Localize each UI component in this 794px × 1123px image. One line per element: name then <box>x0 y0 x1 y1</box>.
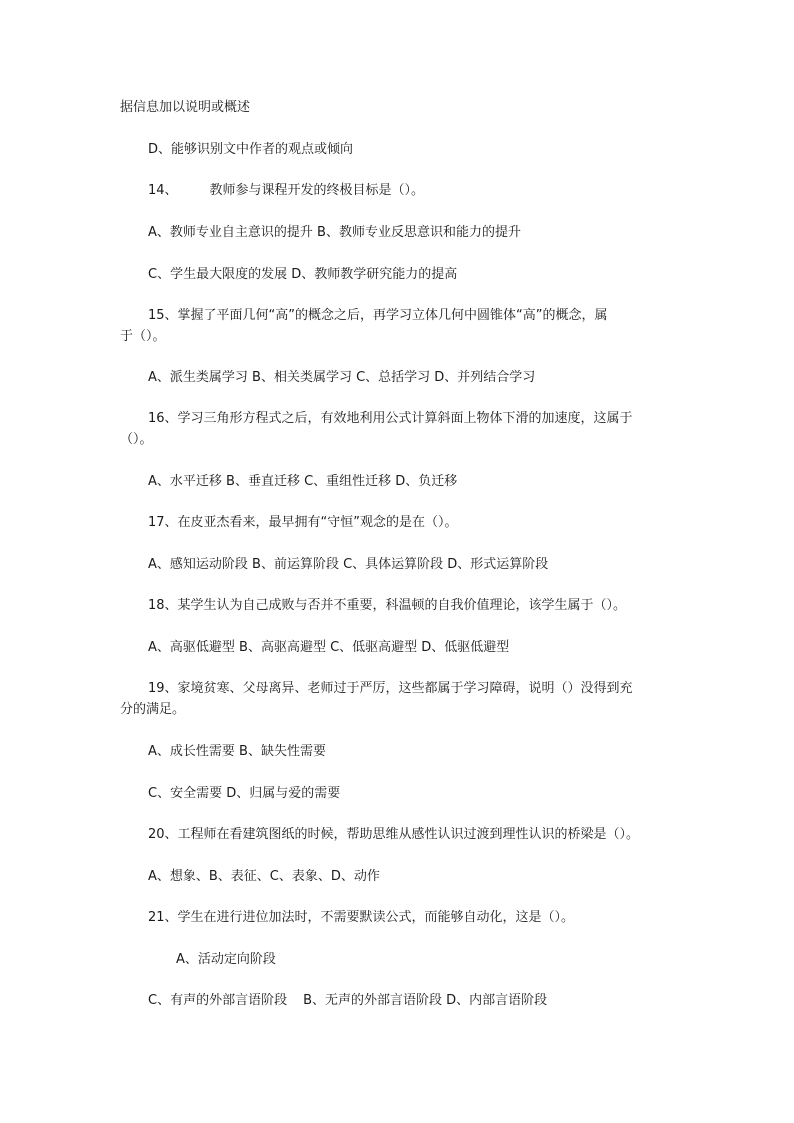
option-line: A、水平迁移 B、垂直迁移 C、重组性迁移 D、负迁移 <box>148 474 458 489</box>
option-c: C、有声的外部言语阶段 <box>148 993 288 1008</box>
question-19-line1: 19、家境贫寒、父母离异、老师过于严厉，这些都属于学习障碍，说明（）没得到充 <box>148 681 633 696</box>
question-text: 教师参与课程开发的终极目标是（）。 <box>209 183 425 198</box>
option-line: A、想象、B、表征、C、表象、D、动作 <box>148 869 380 884</box>
question-20: 20、工程师在看建筑图纸的时候，帮助思维从感性认识过渡到理性认识的桥梁是（）。 <box>148 827 640 842</box>
question-16-line2: （）。 <box>120 432 153 447</box>
option-line: A、派生类属学习 B、相关类属学习 C、总括学习 D、并列结合学习 <box>148 370 536 385</box>
option-line: A、高驱低避型 B、高驱高避型 C、低驱高避型 D、低驱低避型 <box>148 640 510 655</box>
question-19-line2: 分的满足。 <box>120 702 186 717</box>
option-line: A、感知运动阶段 B、前运算阶段 C、具体运算阶段 D、形式运算阶段 <box>148 557 549 572</box>
option-line: A、活动定向阶段 <box>176 952 276 967</box>
question-18: 18、某学生认为自己成败与否并不重要，科温顿的自我价值理论，该学生属于（）。 <box>148 598 627 613</box>
option-line: C、安全需要 D、归属与爱的需要 <box>148 786 341 801</box>
option-line: A、成长性需要 B、缺失性需要 <box>148 744 326 759</box>
option-line: D、能够识别文中作者的观点或倾向 <box>148 142 354 157</box>
question-17: 17、在皮亚杰看来，最早拥有“守恒”观念的是在（）。 <box>148 515 458 530</box>
question-16-line1: 16、学习三角形方程式之后，有效地利用公式计算斜面上物体下滑的加速度，这属于 <box>148 411 633 426</box>
option-line: C、学生最大限度的发展 D、教师教学研究能力的提高 <box>148 267 458 282</box>
option-line <box>148 991 547 1011</box>
option-line: A、教师专业自主意识的提升 B、教师专业反思意识和能力的提升 <box>148 225 521 240</box>
question-number: 14、 <box>148 183 178 198</box>
question-21: 21、学生在进行进位加法时，不需要默读公式，而能够自动化，这是（）。 <box>148 910 575 925</box>
option-b-d: B、无声的外部言语阶段 D、内部言语阶段 <box>303 993 548 1008</box>
question-15-line2: 于（）。 <box>120 329 166 344</box>
text-line: 据信息加以说明或概述 <box>120 100 251 115</box>
question-14 <box>148 181 424 201</box>
question-15-line1: 15、掌握了平面几何“高”的概念之后，再学习立体几何中圆锥体“高”的概念，属 <box>148 308 608 323</box>
